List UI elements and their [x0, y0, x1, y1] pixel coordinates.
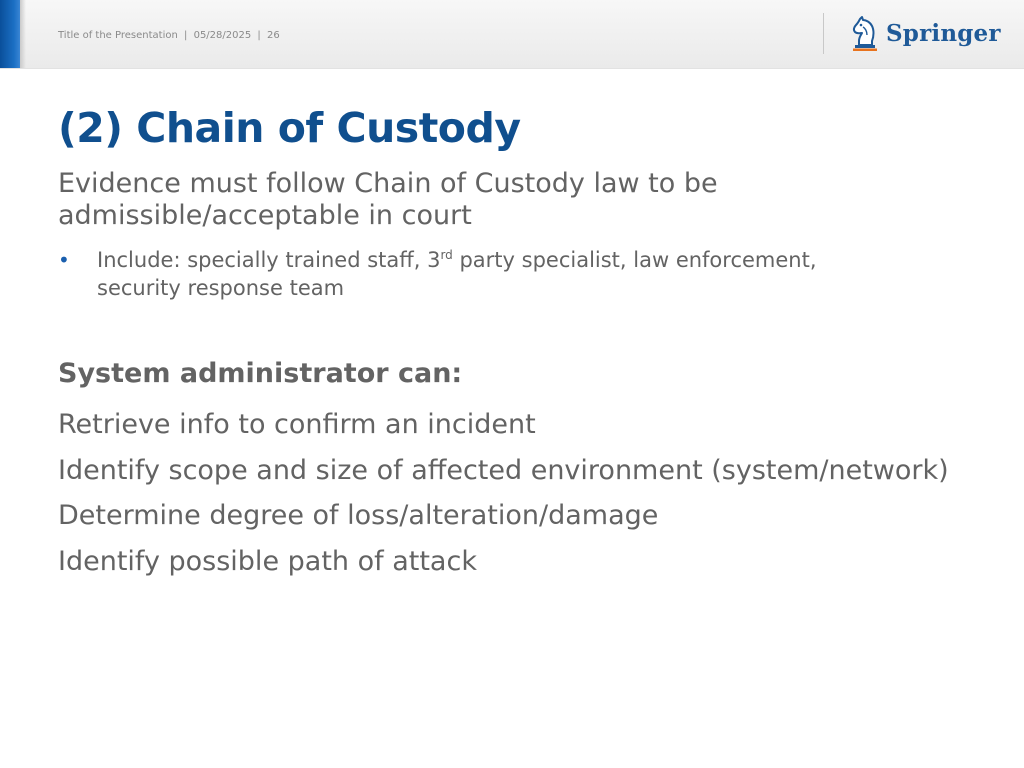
- bullet-text-before: Include: specially trained staff, 3: [97, 248, 441, 272]
- bullet-text-after: party specialist, law enforcement, security response team: [97, 248, 817, 300]
- bullet-superscript: rd: [440, 248, 453, 262]
- admin-item: Identify scope and size of affected environment (system/network): [58, 454, 949, 486]
- admin-heading: System administrator can:: [58, 358, 463, 389]
- admin-list: [58, 402, 949, 584]
- slide-header: [0, 0, 1024, 69]
- header-shade: [20, 0, 26, 68]
- admin-item: Determine degree of loss/alteration/damage: [58, 500, 659, 531]
- lead-text: Evidence must follow Chain of Custody law to be admissible/acceptable in court: [58, 168, 718, 231]
- accent-bar: [0, 0, 20, 68]
- bullet-marker: •: [58, 248, 70, 272]
- springer-logo: [850, 14, 1001, 52]
- logo-text: Springer: [886, 19, 1001, 47]
- chess-knight-icon: [850, 15, 880, 51]
- logo-divider: [823, 13, 824, 54]
- presentation-info: [58, 30, 280, 41]
- admin-item: Retrieve info to confirm an incident: [58, 409, 536, 440]
- admin-item: Identify possible path of attack: [58, 545, 477, 577]
- info-separator: |: [257, 30, 261, 41]
- presentation-date: 05/28/2025: [193, 30, 252, 41]
- page-number: 26: [266, 30, 280, 41]
- bullet-item: [58, 246, 897, 302]
- slide-title: (2) Chain of Custody: [58, 104, 521, 152]
- presentation-title: Title of the Presentation: [58, 30, 178, 41]
- bullet-list: [58, 246, 958, 302]
- info-separator: |: [184, 30, 188, 41]
